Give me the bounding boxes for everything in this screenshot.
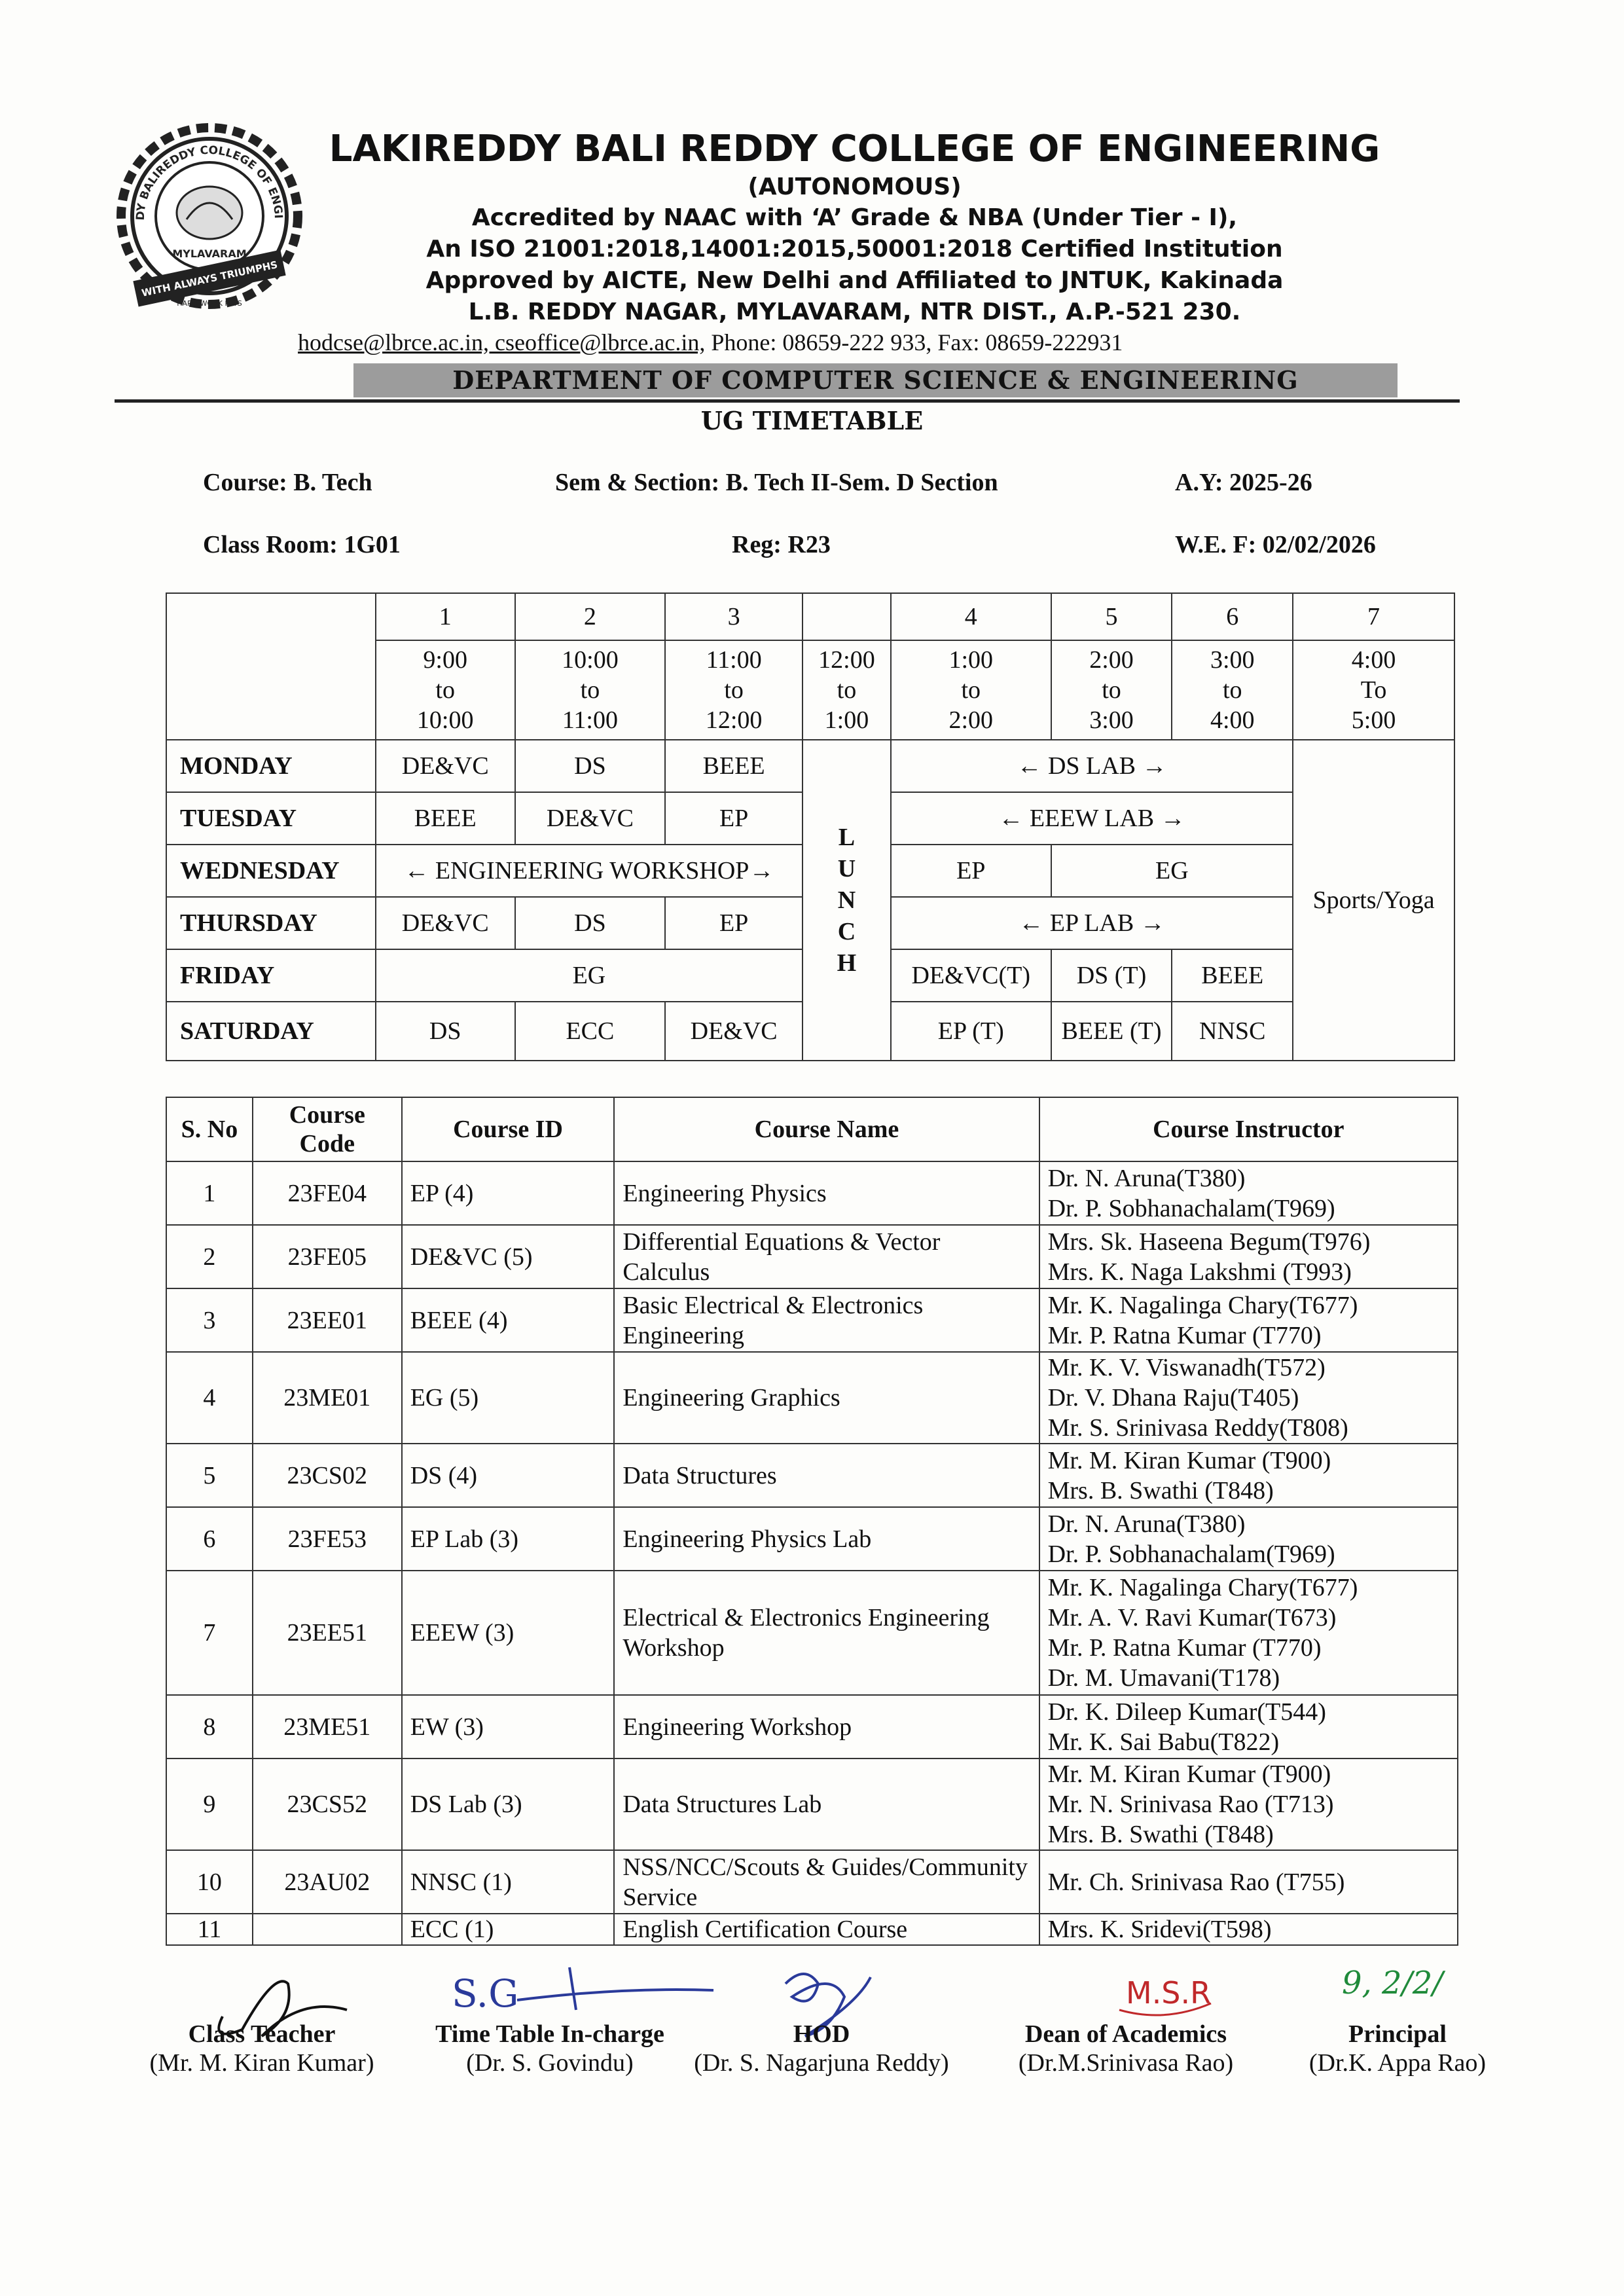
course-code-cell: 23FE53	[253, 1507, 402, 1571]
course-code-cell: 23AU02	[253, 1850, 402, 1914]
slot-cell: BEEE	[376, 792, 515, 845]
principal-signature	[1329, 1944, 1486, 2016]
period-number: 2	[515, 593, 666, 640]
course-id-cell: DS (4)	[402, 1444, 615, 1507]
sno-cell: 7	[166, 1571, 253, 1695]
slot-cell: EP	[665, 897, 803, 949]
slot-cell: EP	[891, 845, 1051, 897]
sno-cell: 9	[166, 1758, 253, 1850]
col-header-sno: S. No	[166, 1097, 253, 1161]
col-header-id: Course ID	[402, 1097, 615, 1161]
course-name-cell: Data Structures Lab	[614, 1758, 1039, 1850]
course-id-cell: EW (3)	[402, 1695, 615, 1758]
dean-signature	[1021, 1958, 1224, 2030]
approval-line: Approved by AICTE, New Delhi and Affiliated to JNTUK, Kakinada	[425, 267, 1284, 294]
incharge-signature	[439, 1954, 727, 2026]
course-id-cell: DE&VC (5)	[402, 1225, 615, 1288]
table-row	[166, 1225, 1458, 1288]
table-row	[166, 1161, 1458, 1225]
class-room-label: Class Room: 1G01	[203, 531, 401, 558]
course-instructor-cell	[1039, 1571, 1458, 1695]
period-number: 4	[891, 593, 1051, 640]
svg-text:HARD WORK PAYS: HARD WORK PAYS	[177, 299, 242, 308]
slot-cell: EG	[376, 949, 803, 1002]
course-table	[166, 1097, 1458, 1946]
course-code-cell	[253, 1914, 402, 1945]
period-number: 7	[1293, 593, 1454, 640]
signature-role: Class Teacher	[188, 2020, 336, 2048]
col-header-code: Course Code	[253, 1097, 402, 1161]
signature-block-principal	[1286, 2020, 1509, 2077]
sno-cell: 5	[166, 1444, 253, 1507]
slot-cell: BEEE	[665, 740, 803, 792]
course-id-cell: NNSC (1)	[402, 1850, 615, 1914]
signature-block-hod	[671, 2020, 972, 2077]
instructor-name: Mr. P. Ratna Kumar (T770)	[1047, 1634, 1322, 1662]
period-number: 1	[376, 593, 515, 640]
course-code-cell: 23EE01	[253, 1288, 402, 1352]
course-id-cell: BEEE (4)	[402, 1288, 615, 1352]
course-name-cell: Engineering Physics	[614, 1161, 1039, 1225]
lab-slot-cell: ← DS LAB →	[891, 740, 1293, 792]
slot-cell: DE&VC	[376, 897, 515, 949]
table-row	[166, 1352, 1458, 1444]
college-name: LAKIREDDY BALI REDDY COLLEGE OF ENGINEERING	[329, 128, 1380, 170]
instructor-name: Mr. Ch. Srinivasa Rao (T755)	[1047, 1868, 1345, 1896]
instructor-name: Dr. P. Sobhanachalam(T969)	[1047, 1540, 1335, 1568]
signature-name: (Dr. S. Nagarjuna Reddy)	[694, 2049, 949, 2077]
phone-fax: Phone: 08659-222 933, Fax: 08659-222931	[705, 329, 1123, 355]
signature-name: (Dr.K. Appa Rao)	[1308, 2049, 1487, 2077]
period-time: 1:00 to 2:00	[891, 640, 1051, 740]
slot-cell: DS	[515, 897, 666, 949]
table-row	[166, 1571, 1458, 1695]
instructor-name: Dr. N. Aruna(T380)	[1047, 1510, 1246, 1538]
slot-cell: DE&VC	[665, 1002, 803, 1061]
day-label: THURSDAY	[166, 897, 376, 949]
instructor-name: Mr. P. Ratna Kumar (T770)	[1047, 1321, 1322, 1349]
course-instructor-cell	[1039, 1507, 1458, 1571]
course-id-cell: EG (5)	[402, 1352, 615, 1444]
lab-slot-cell: ← EP LAB →	[891, 897, 1293, 949]
instructor-name: Dr. K. Dileep Kumar(T544)	[1047, 1698, 1326, 1726]
course-instructor-cell	[1039, 1225, 1458, 1288]
instructor-name: Mrs. Sk. Haseena Begum(T976)	[1047, 1228, 1371, 1256]
timetable-grid	[166, 592, 1455, 1061]
course-code-cell: 23CS02	[253, 1444, 402, 1507]
period-time: 3:00 to 4:00	[1172, 640, 1293, 740]
day-label: SATURDAY	[166, 1002, 376, 1061]
course-instructor-cell	[1039, 1444, 1458, 1507]
course-name-cell: Engineering Workshop	[614, 1695, 1039, 1758]
signature-role: Principal	[1348, 2020, 1447, 2048]
instructor-name: Mrs. K. Sridevi(T598)	[1047, 1916, 1272, 1943]
signature-block-class-teacher	[137, 2020, 386, 2077]
table-row	[166, 1288, 1458, 1352]
col-header-name: Course Name	[614, 1097, 1039, 1161]
sno-cell: 11	[166, 1914, 253, 1945]
course-code-cell: 23ME01	[253, 1352, 402, 1444]
slot-cell: NNSC	[1172, 1002, 1293, 1061]
table-row	[166, 1758, 1458, 1850]
course-name-cell: NSS/NCC/Scouts & Guides/Community Service	[614, 1850, 1039, 1914]
instructor-name: Mr. K. Nagalinga Chary(T677)	[1047, 1291, 1358, 1319]
header-rule	[115, 399, 1460, 403]
day-label: MONDAY	[166, 740, 376, 792]
svg-text:WITH ALWAYS TRIUMPHS: WITH ALWAYS TRIUMPHS	[140, 259, 279, 299]
day-label: WEDNESDAY	[166, 845, 376, 897]
course-name-cell: Engineering Physics Lab	[614, 1507, 1039, 1571]
period-number: 3	[665, 593, 803, 640]
course-name-cell: Engineering Graphics	[614, 1352, 1039, 1444]
sports-yoga-cell: Sports/Yoga	[1293, 740, 1454, 1061]
instructor-name: Mrs. B. Swathi (T848)	[1047, 1821, 1274, 1848]
instructor-name: Mr. K. V. Viswanadh(T572)	[1047, 1354, 1326, 1381]
table-row	[166, 1850, 1458, 1914]
slot-cell: EG	[1051, 845, 1293, 897]
signature-name: (Mr. M. Kiran Kumar)	[149, 2049, 374, 2077]
lunch-column: L U N C H	[803, 740, 891, 1061]
course-instructor-cell	[1039, 1161, 1458, 1225]
lunch-period-number	[803, 593, 891, 640]
course-name-cell: Data Structures	[614, 1444, 1039, 1507]
course-code-cell: 23FE04	[253, 1161, 402, 1225]
lunch-time: 12:00 to 1:00	[803, 640, 891, 740]
instructor-name: Mr. N. Srinivasa Rao (T713)	[1047, 1791, 1334, 1818]
dean-initials: M.S.R	[1126, 1975, 1212, 2011]
course-id-cell: DS Lab (3)	[402, 1758, 615, 1850]
slot-cell: DE&VC	[515, 792, 666, 845]
principal-date: 9, 2/2/	[1342, 1965, 1443, 2001]
course-name-cell: Differential Equations & Vector Calculus	[614, 1225, 1039, 1288]
address-line: L.B. REDDY NAGAR, MYLAVARAM, NTR DIST., A.P.-521 230.	[468, 299, 1241, 325]
iso-line: An ISO 21001:2018,14001:2015,50001:2018 Certified Institution	[426, 236, 1283, 263]
department-banner: DEPARTMENT OF COMPUTER SCIENCE & ENGINEERING	[353, 363, 1398, 397]
email-links[interactable]: hodcse@lbrce.ac.in, cseoffice@lbrce.ac.in,	[298, 329, 706, 355]
course-name-cell: Basic Electrical & Electronics Engineering	[614, 1288, 1039, 1352]
course-id-cell: EP (4)	[402, 1161, 615, 1225]
lab-slot-cell: ← EEEW LAB →	[891, 792, 1293, 845]
sno-cell: 4	[166, 1352, 253, 1444]
slot-cell: EP (T)	[891, 1002, 1051, 1061]
signature-role: Time Table In-charge	[435, 2020, 664, 2048]
course-id-cell: ECC (1)	[402, 1914, 615, 1945]
slot-cell: EP	[665, 792, 803, 845]
instructor-name: Dr. P. Sobhanachalam(T969)	[1047, 1194, 1335, 1222]
wef-label: W.E. F: 02/02/2026	[1175, 531, 1376, 558]
course-code-cell: 23ME51	[253, 1695, 402, 1758]
signature-name: (Dr.M.Srinivasa Rao)	[1018, 2049, 1234, 2077]
instructor-name: Mrs. K. Naga Lakshmi (T993)	[1047, 1258, 1352, 1286]
corner-cell	[166, 593, 376, 740]
course-instructor-cell	[1039, 1288, 1458, 1352]
slot-cell: DS	[376, 1002, 515, 1061]
contact-line	[298, 329, 1411, 356]
regulation-label: Reg: R23	[732, 531, 831, 558]
period-time: 2:00 to 3:00	[1051, 640, 1172, 740]
signature-role: HOD	[793, 2020, 850, 2048]
instructor-name: Mr. S. Srinivasa Reddy(T808)	[1047, 1414, 1348, 1442]
course-id-cell: EEEW (3)	[402, 1571, 615, 1695]
document-title: UG TIMETABLE	[700, 406, 924, 435]
autonomous-label: (AUTONOMOUS)	[748, 173, 962, 200]
sno-cell: 1	[166, 1161, 253, 1225]
slot-cell: DS	[515, 740, 666, 792]
course-instructor-cell	[1039, 1695, 1458, 1758]
sno-cell: 8	[166, 1695, 253, 1758]
sno-cell: 2	[166, 1225, 253, 1288]
signature-block-dean	[995, 2020, 1257, 2077]
course-code-cell: 23FE05	[253, 1225, 402, 1288]
course-code-cell: 23EE51	[253, 1571, 402, 1695]
sem-section-label: Sem & Section: B. Tech II-Sem. D Section	[555, 469, 998, 496]
instructor-name: Dr. V. Dhana Raju(T405)	[1047, 1384, 1299, 1412]
incharge-initials: S.G	[452, 1971, 519, 2016]
slot-cell: DS (T)	[1051, 949, 1172, 1002]
slot-cell: BEEE (T)	[1051, 1002, 1172, 1061]
instructor-name: Mrs. B. Swathi (T848)	[1047, 1476, 1274, 1504]
course-instructor-cell	[1039, 1758, 1458, 1850]
signature-name: (Dr. S. Govindu)	[466, 2049, 634, 2077]
period-number: 6	[1172, 593, 1293, 640]
period-time: 10:00 to 11:00	[515, 640, 666, 740]
table-row	[166, 1507, 1458, 1571]
instructor-name: Mr. M. Kiran Kumar (T900)	[1047, 1446, 1331, 1474]
slot-cell: DE&VC(T)	[891, 949, 1051, 1002]
period-time: 9:00 to 10:00	[376, 640, 515, 740]
instructor-name: Dr. M. Umavani(T178)	[1047, 1664, 1280, 1692]
table-row	[166, 1914, 1458, 1945]
course-instructor-cell	[1039, 1850, 1458, 1914]
sno-cell: 3	[166, 1288, 253, 1352]
academic-year-label: A.Y: 2025-26	[1175, 469, 1312, 496]
lab-slot-cell: ← ENGINEERING WORKSHOP→	[376, 845, 803, 897]
svg-text:MYLAVARAM: MYLAVARAM	[172, 247, 247, 260]
table-row	[166, 1444, 1458, 1507]
course-name-cell: English Certification Course	[614, 1914, 1039, 1945]
sno-cell: 10	[166, 1850, 253, 1914]
course-label: Course: B. Tech	[203, 469, 372, 496]
course-name-cell: Electrical & Electronics Engineering Workshop	[614, 1571, 1039, 1695]
instructor-name: Mr. M. Kiran Kumar (T900)	[1047, 1760, 1331, 1788]
slot-cell: ECC	[515, 1002, 666, 1061]
course-instructor-cell	[1039, 1914, 1458, 1945]
period-time: 4:00 To 5:00	[1293, 640, 1454, 740]
period-time: 11:00 to 12:00	[665, 640, 803, 740]
course-instructor-cell	[1039, 1352, 1458, 1444]
svg-text:LAKIREDDY BALIREDDY COLLEGE OF: DY BALIREDDY COLLEGE OF ENGI	[134, 143, 285, 221]
day-label: TUESDAY	[166, 792, 376, 845]
period-number: 5	[1051, 593, 1172, 640]
accreditation-line: Accredited by NAAC with ‘A’ Grade & NBA (Under Tier - I),	[471, 204, 1238, 231]
instructor-name: Dr. N. Aruna(T380)	[1047, 1164, 1246, 1192]
table-row	[166, 1695, 1458, 1758]
day-label: FRIDAY	[166, 949, 376, 1002]
instructor-name: Mr. A. V. Ravi Kumar(T673)	[1047, 1604, 1337, 1631]
instructor-name: Mr. K. Nagalinga Chary(T677)	[1047, 1574, 1358, 1601]
sno-cell: 6	[166, 1507, 253, 1571]
course-id-cell: EP Lab (3)	[402, 1507, 615, 1571]
course-code-cell: 23CS52	[253, 1758, 402, 1850]
signature-block-incharge	[419, 2020, 681, 2077]
slot-cell: BEEE	[1172, 949, 1293, 1002]
slot-cell: DE&VC	[376, 740, 515, 792]
signature-role: Dean of Academics	[1024, 2020, 1227, 2048]
col-header-instructor: Course Instructor	[1039, 1097, 1458, 1161]
instructor-name: Mr. K. Sai Babu(T822)	[1047, 1728, 1280, 1756]
